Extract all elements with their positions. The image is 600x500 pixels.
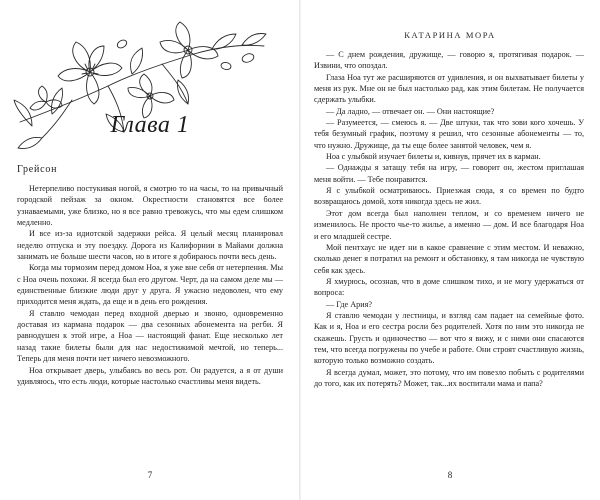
right-page-body: [314, 49, 584, 389]
section-label: Грейсон: [17, 164, 58, 175]
paragraph: Мой пентхаус не идет ни в какое сравнение с этим местом. И неважно, сколько денег я потратил на ремонт и обстановку, я там никогда не чувствую себя как здесь.: [314, 242, 584, 275]
paragraph: — Разумеется, — смеюсь я. — Две штуки, так что зови кого хочешь. У тебя безумный график, поэтому я решил, что сезонные абонементы — то, что нужно. Дружище, да ты еще более занятой человек, чем я.: [314, 118, 584, 150]
paragraph: Я ставлю чемодан перед входной дверью и звоню, одновременно доставая из кармана подарок — два сезонных абонемента на регби. Я равнодушен к этой игре, а Ноа — настоящий фанат. Еще несколько лет назад такие билеты были для нас недостижимой мечтой, но теперь... Теперь для меня почти нет ничего невозможного.: [17, 308, 283, 364]
paragraph: — Где Ария?: [326, 299, 372, 309]
paragraph: — Да ладно, — отвечает он. — Они настоящие?: [326, 106, 495, 116]
paragraph: Я с улыбкой осматриваюсь. Приезжая сюда, я со времен по будто возвращаюсь домой, хотя никогда здесь не жил.: [314, 186, 584, 207]
paragraph: Я ставлю чемодан у лестницы, и взгляд сам падает на семейные фото. Как и я, Ноа и его сестра росли без родителей. Хотя по ним это никогда не скажешь. Грусть и одиночество — вот что я вижу, и с ними они спасаются тем, что всегда погружены по учебе и работе. Они строят счастливую жизнь, которую только возможно создать.: [314, 310, 584, 366]
running-head: КАТАРИНА МОРА: [404, 30, 496, 40]
paragraph: Когда мы тормозим перед домом Ноа, я уже вне себя от нетерпения. Мы с Ноа очень похожи. Я всегда был его другом. Черт, да на самом деле мы — единственные близкие люди друг у друга. Я ужасно недоволен, что ему приходится меня ждать, да еще и в день его рождения.: [17, 263, 283, 307]
paragraph: Этот дом всегда был наполнен теплом, и со временем ничего не изменилось. Не просто чье-то жилье, а именно — дом. И все благодаря Ноа и его младшей сестре.: [314, 208, 584, 241]
paragraph: Нетерпеливо постукивая ногой, я смотрю то на часы, то на привычный городской пейзаж за окном. Окрестности становятся все более узнаваемыми, уже близко, но я все равно тревожусь, что мы едем слишком медленно.: [17, 184, 283, 228]
paragraph: — С днем рождения, дружище, — говорю я, протягивая подарок. — Извини, что опоздал.: [314, 50, 584, 71]
page-number: 7: [147, 470, 153, 480]
paragraph: И все из-за идиотской задержки рейса. Я целый месяц планировал неделю отпуска и эту поездку. Дорога из Калифорнии в Майами должна занимать не больше шести часов, но в итоге я добираюсь почти весь день.: [17, 229, 283, 262]
page-number: 8: [447, 470, 453, 480]
paragraph: Я всегда думал, может, это потому, что им повезло побыть с родителями до того, как их потерять? Может, так...их воспитали мама и папа?: [314, 367, 584, 388]
left-page-body: [17, 183, 283, 387]
chapter-title: Глава 1: [110, 112, 190, 138]
paragraph: Ноа открывает дверь, улыбаясь во весь рот. Он радуется, а я от души удивляюсь, что есть люди, которые настолько счастливы меня видеть.: [17, 365, 283, 386]
right-page: [300, 0, 600, 500]
paragraph: — Однажды я затащу тебя на игру, — говорит он, жестом приглашая меня войти. — Тебе понравится.: [314, 163, 584, 184]
paragraph: Я хмурюсь, осознав, что в доме слишком тихо, и не могу удержаться от вопроса:: [314, 276, 584, 298]
paragraph: Глаза Ноа тут же расширяются от удивления, и он выхватывает билеты у меня из рук. Мне он не был настолько рад, как этим билетам. Не получается сдержать улыбки.: [314, 72, 584, 105]
paragraph: Ноа с улыбкой изучает билеты и, кивнув, прячет их в карман.: [326, 152, 541, 162]
